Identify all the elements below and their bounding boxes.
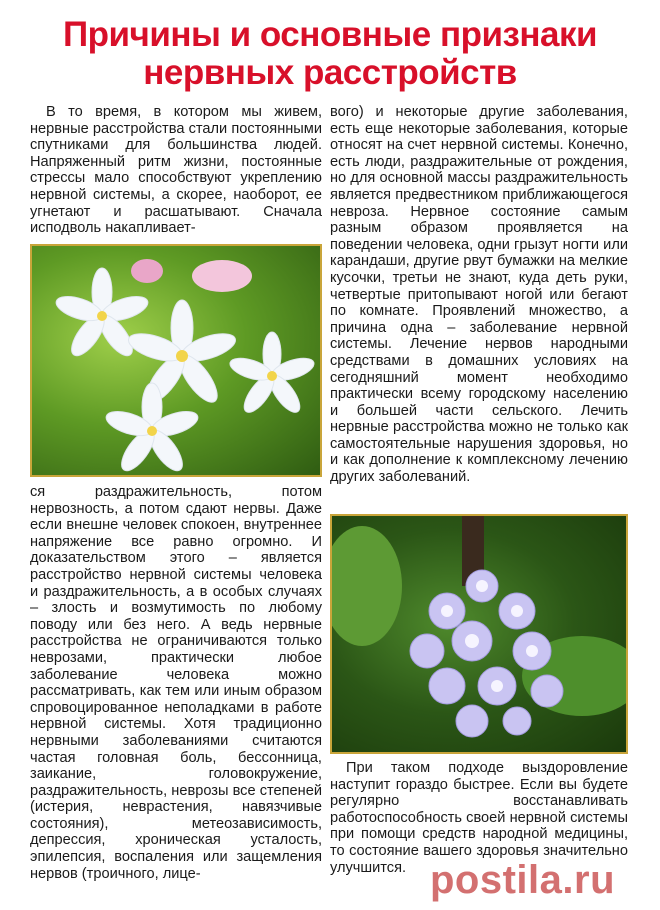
column-1-top	[30, 104, 322, 237]
white-flower-photo	[30, 244, 322, 477]
paragraph-conclusion: При таком подходе выздоровление наступит гораздо быстрее. Если вы будете регулярно восстанавливать работоспособность своей нервной системы при помощи средств народной медицины, то состояние вашего здоровья значительно улучшится.	[330, 760, 628, 876]
page-title	[0, 16, 660, 92]
paragraph-symptoms: ся раздражительность, потом нервозность, а потом сдают нервы. Даже если внешне человек спокоен, внутреннее напряжение все равно огромно. И доказательством этого – является расстройство нервной системы человека и раздражительность, а в особых случаях – злость и возмутимость по любому поводу или без него. А ведь нервные расстройства не ограничиваются только неврозами, практически любое заболевание человека можно рассматривать, как тем или иным образом спровоцированное неполадками в работе нервной системы. Хотя традиционно нервными заболеваниями считаются частая головная боль, бессонница, заикание, головокружение, раздражительность, неврозы все степеней (истерия, неврастения, навязчивые состояния), метеозависимость, депрессия, хроническая усталость, эпилепсия, воспаления или защемления нервов (троичного, лице-	[30, 484, 322, 882]
paragraph-intro: В то время, в котором мы живем, нервные расстройства стали постоянными спутниками для большинства людей. Напряженный ритм жизни, постоянные стрессы мало способствуют укреплению нервной системы, а скорее, наоборот, ее угнетают и расшатывают. Сначала исподволь накапливает-	[30, 104, 322, 237]
column-2-top	[330, 104, 628, 486]
watermark-text: postila.ru	[430, 858, 616, 902]
title-line-2: нервных расстройств	[143, 53, 517, 92]
title-line-1: Причины и основные признаки	[62, 15, 598, 54]
lilac-flower-image	[332, 516, 626, 752]
column-1-bottom	[30, 484, 322, 882]
lilac-flower-photo	[330, 514, 628, 754]
white-flower-image	[32, 246, 320, 475]
paragraph-behaviour: вого) и некоторые другие заболевания, есть еще некоторые заболевания, которые относят на счет нервной системы. Конечно, есть люди, раздражительные от рождения, но для основной массы раздражительность является предвестником приближающегося невроза. Нервное состояние самым разным образом проявляется на поведении человека, одни грызут ногти или карандаши, другие рвут бумажки на мелкие кусочки, третьи не знают, куда деть руки, четвертые притопывают ногой или бегают по комнате. Проявлений множество, а причина одна – заболевание нервной системы. Лечение нервов народными средствами в домашних условиях на сегодняшний момент необходимо практически всему городскому населению и большей части сельского. Лечить нервные расстройства можно не только как самостоятельные нарушения здоровья, но и как дополнение к комплексному лечению других заболеваний.	[330, 104, 628, 486]
